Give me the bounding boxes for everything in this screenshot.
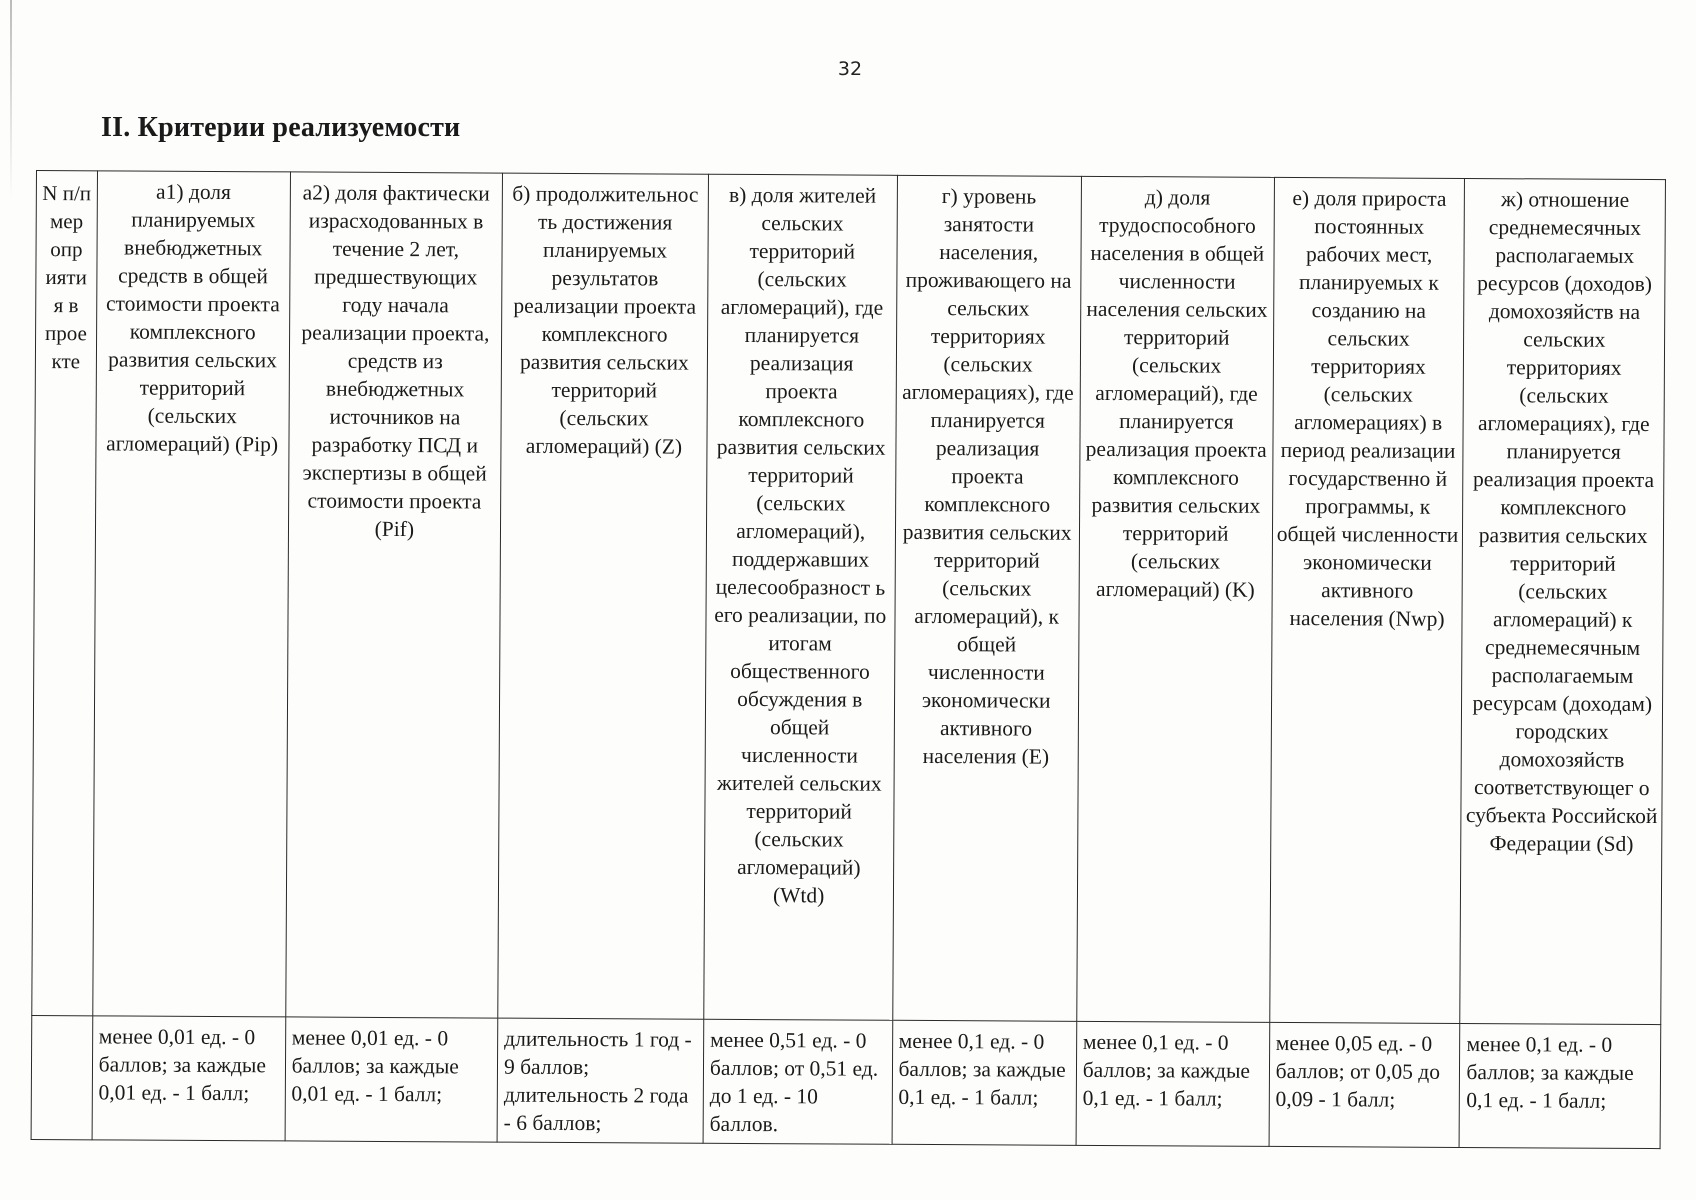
score-d: менее 0,1 ед. - 0 баллов; за каждые 0,1 ед. - 1 балл; <box>1076 1021 1270 1146</box>
header-row <box>32 171 1666 1025</box>
header-number: N п/п мер опр ияти я в прое кте <box>32 171 97 1016</box>
header-b: б) продолжительнос ть достижения планируемых результатов реализации проекта комплексного развития сельских территорий (сельских агломераций) (Z) <box>498 173 709 1019</box>
score-e: менее 0,05 ед. - 0 баллов; от 0,05 до 0,09 - 1 балл; <box>1269 1022 1460 1147</box>
header-e: е) доля прироста постоянных рабочих мест, планируемых к созданию на сельских территориях (сельских агломерациях) в период реализации государственно й программы, к общей численности экономически активного населения (Nwp) <box>1269 177 1464 1023</box>
page-left-edge <box>10 0 12 200</box>
header-d: д) доля трудоспособного населения в общей численности населения сельских территорий (сельских агломераций), где планируется реализация проекта комплексного развития сельских территорий (сельских агломераций) (K) <box>1077 176 1275 1022</box>
section-title: II. Критерии реализуемости <box>101 112 461 143</box>
header-zh: ж) отношение среднемесячных располагаемых ресурсов (доходов) домохозяйств на сельских территориях (сельских агломерациях), где планируется реализация проекта комплексного развития сельских территорий (сельских агломераций) к среднемесячным располагаемым ресурсам (доходам) городских домохозяйств соответствующег о субъекта Российской Федерации (Sd) <box>1460 178 1665 1024</box>
score-number <box>31 1015 92 1139</box>
header-g: г) уровень занятости населения, проживающего на сельских территориях (сельских агломерациях), где планируется реализация проекта комплексного развития сельских территорий (сельских агломераций), к общей численности экономически активного населения (E) <box>892 175 1081 1021</box>
score-v: менее 0,51 ед. - 0 баллов; от 0,51 ед. до 1 ед. - 10 баллов. <box>703 1019 892 1144</box>
score-a1: менее 0,01 ед. - 0 баллов; за каждые 0,01 ед. - 1 балл; <box>92 1016 286 1141</box>
score-b: длительность 1 год - 9 баллов; длительность 2 года - 6 баллов; <box>497 1018 704 1143</box>
page-number: 32 <box>837 58 863 80</box>
score-zh: менее 0,1 ед. - 0 баллов; за каждые 0,1 ед. - 1 балл; <box>1460 1023 1661 1148</box>
score-row <box>31 1015 1661 1148</box>
score-a2: менее 0,01 ед. - 0 баллов; за каждые 0,01 ед. - 1 балл; <box>285 1017 498 1142</box>
criteria-table <box>31 170 1666 1149</box>
header-a1: а1) доля планируемых внебюджетных средств в общей стоимости проекта комплексного развития сельских территорий (сельских агломераций) (Pip) <box>92 171 290 1017</box>
header-a2: а2) доля фактически израсходованных в течение 2 лет, предшествующих году начала реализации проекта, средств из внебюджетных источников на разработку ПСД и экспертизы в общей стоимости проекта (Pif) <box>285 172 502 1018</box>
score-g: менее 0,1 ед. - 0 баллов; за каждые 0,1 ед. - 1 балл; <box>892 1020 1077 1145</box>
header-v: в) доля жителей сельских территорий (сельских агломераций), где планируется реализация проекта комплексного развития сельских территорий (сельских агломераций), поддержавших целесообразност ь его реализации, по итогам общественного обсуждения в общей численности жителей сельских территорий (сельских агломераций) (Wtd) <box>704 174 897 1020</box>
